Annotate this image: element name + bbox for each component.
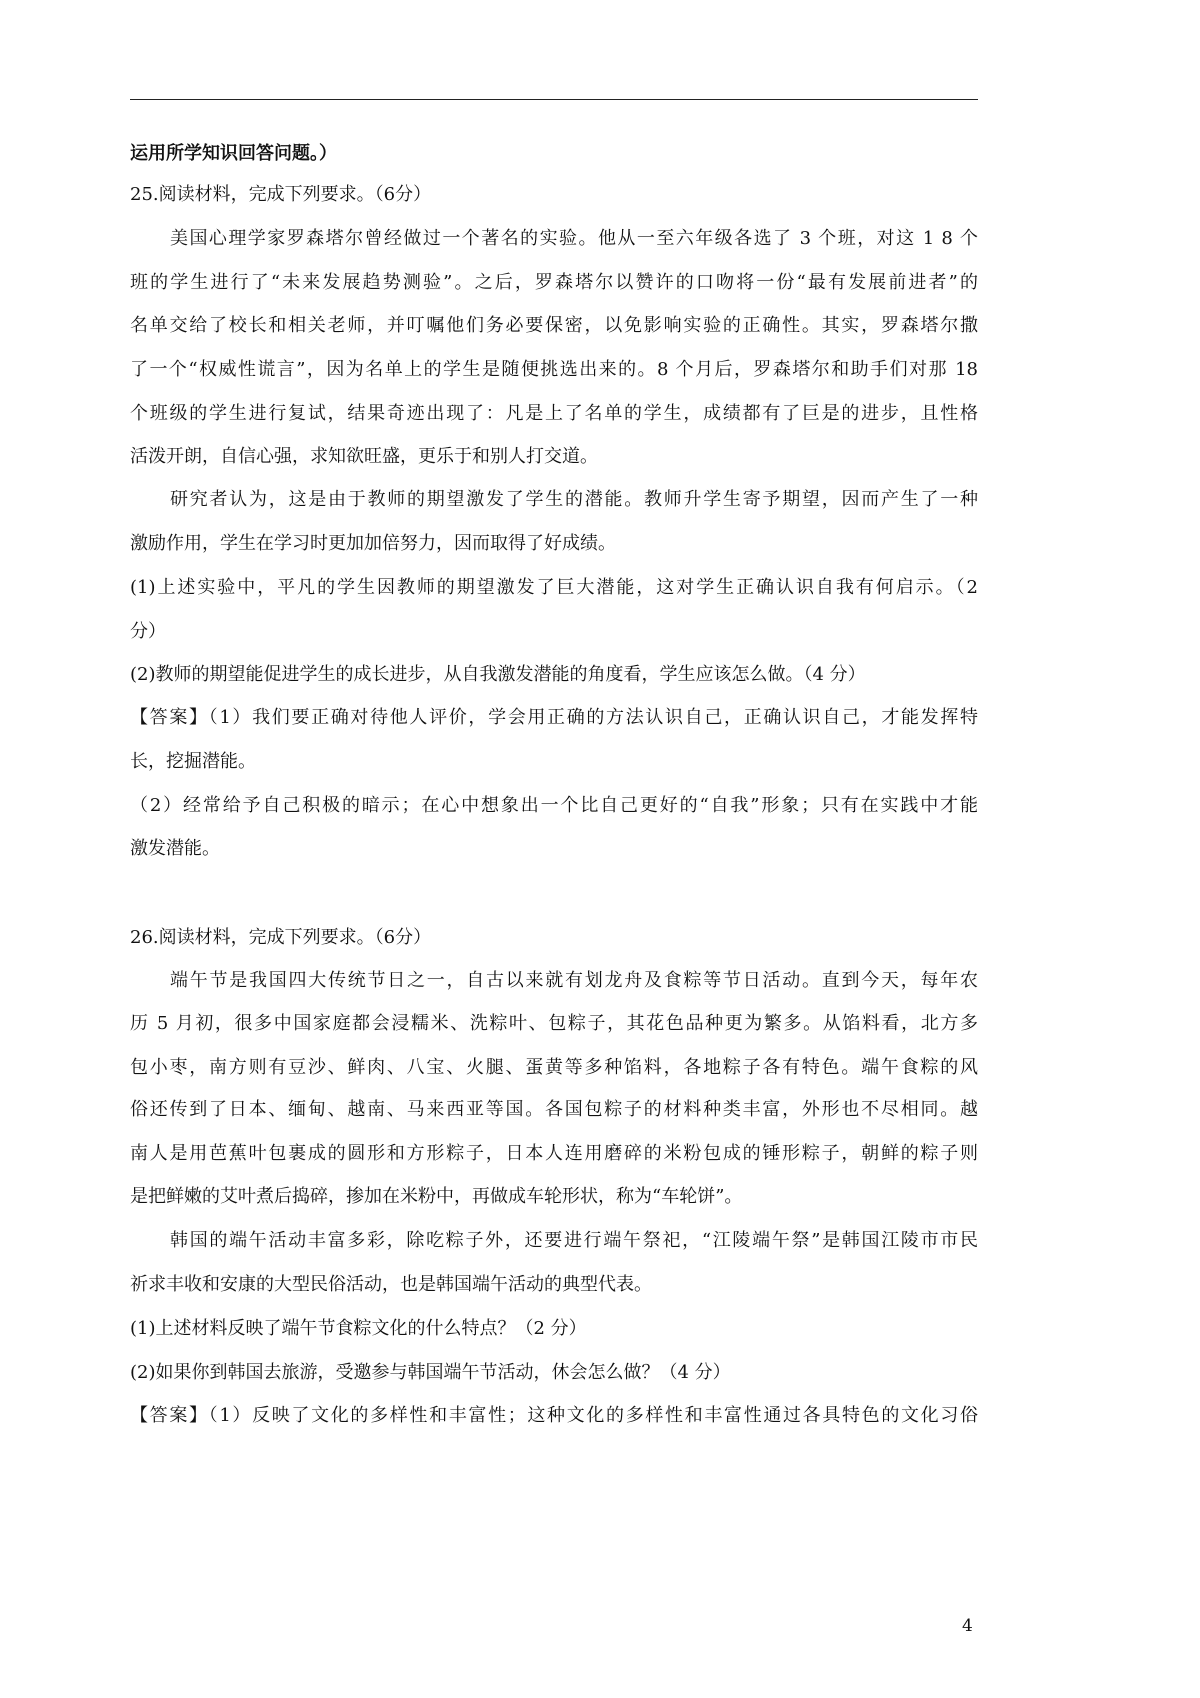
text-line: 祈求丰收和安康的大型民俗活动，也是韩国端午活动的典型代表。 xyxy=(130,1274,652,1295)
text-line: 26.阅读材料，完成下列要求。（6分） xyxy=(130,927,432,948)
text-line: 南人是用芭蕉叶包裹成的圆形和方形粽子，日本人连用磨碎的米粉包成的锤形粽子，朝鲜的粽子则 xyxy=(130,1143,978,1164)
text-line: 激励作用，学生在学习时更加加倍努力，因而取得了好成绩。 xyxy=(130,533,616,554)
text-line: 运用所学知识回答问题。） xyxy=(130,143,337,164)
text-line: （2）经常给予自己积极的暗示；在心中想象出一个比自己更好的“自我”形象；只有在实践中才能 xyxy=(130,795,978,816)
text-line: 个班级的学生进行复试，结果奇迹出现了：凡是上了名单的学生，成绩都有了巨是的进步，且性格 xyxy=(130,403,978,424)
page-number: 4 xyxy=(962,1616,973,1636)
text-line: 美国心理学家罗森塔尔曾经做过一个著名的实验。他从一至六年级各选了 3 个班，对这 1 8 个 xyxy=(170,228,978,249)
text-line: 活泼开朗，自信心强，求知欲旺盛，更乐于和别人打交道。 xyxy=(130,446,598,467)
text-line: (1)上述实验中，平凡的学生因教师的期望激发了巨大潜能，这对学生正确认识自我有何启示。（2 xyxy=(130,577,978,598)
text-line: 历 5 月初，很多中国家庭都会浸糯米、洗粽叶、包粽子，其花色品种更为繁多。从馅料看，北方多 xyxy=(130,1013,978,1034)
text-line: 端午节是我国四大传统节日之一，自古以来就有划龙舟及食粽等节日活动。直到今天，每年农 xyxy=(170,970,978,991)
answer-line: 【答案】（1）我们要正确对待他人评价，学会用正确的方法认识自己，正确认识自己，才能发挥特 xyxy=(130,707,978,728)
text-line: 名单交给了校长和相关老师，并叮嘱他们务必要保密，以免影响实验的正确性。其实，罗森塔尔撒 xyxy=(130,315,978,336)
text-line: (1)上述材料反映了端午节食粽文化的什么特点？（2 分） xyxy=(130,1318,587,1339)
text-line: 包小枣，南方则有豆沙、鲜肉、八宝、火腿、蛋黄等多种馅料，各地粽子各有特色。端午食粽的风 xyxy=(130,1057,978,1078)
text-line: 25.阅读材料，完成下列要求。（6分） xyxy=(130,184,432,205)
header-rule xyxy=(130,99,978,100)
text-line: 班的学生进行了“未来发展趋势测验”。之后，罗森塔尔以赞许的口吻将一份“最有发展前进者”的 xyxy=(130,272,978,293)
answer-line: 【答案】（1）反映了文化的多样性和丰富性；这种文化的多样性和丰富性通过各具特色的文化习俗 xyxy=(130,1405,978,1426)
text-line: 俗还传到了日本、缅甸、越南、马来西亚等国。各国包粽子的材料种类丰富，外形也不尽相同。越 xyxy=(130,1099,978,1120)
text-line: (2)教师的期望能促进学生的成长进步，从自我激发潜能的角度看，学生应该怎么做。（4 分） xyxy=(130,664,866,685)
text-line: 研究者认为，这是由于教师的期望激发了学生的潜能。教师升学生寄予期望，因而产生了一种 xyxy=(170,489,978,510)
text-line: 韩国的端午活动丰富多彩，除吃粽子外，还要进行端午祭祀，“江陵端午祭”是韩国江陵市市民 xyxy=(170,1230,978,1251)
text-line: 长，挖掘潜能。 xyxy=(130,751,256,772)
text-line: 分） xyxy=(130,621,166,642)
text-line: 是把鲜嫩的艾叶煮后捣碎，掺加在米粉中，再做成车轮形状，称为“车轮饼”。 xyxy=(130,1186,743,1207)
text-line: (2)如果你到韩国去旅游，受邀参与韩国端午节活动，休会怎么做？（4 分） xyxy=(130,1362,731,1383)
text-line: 激发潜能。 xyxy=(130,838,220,859)
text-line: 了一个“权威性谎言”，因为名单上的学生是随便挑选出来的。8 个月后，罗森塔尔和助手们对那 18 xyxy=(130,359,978,380)
